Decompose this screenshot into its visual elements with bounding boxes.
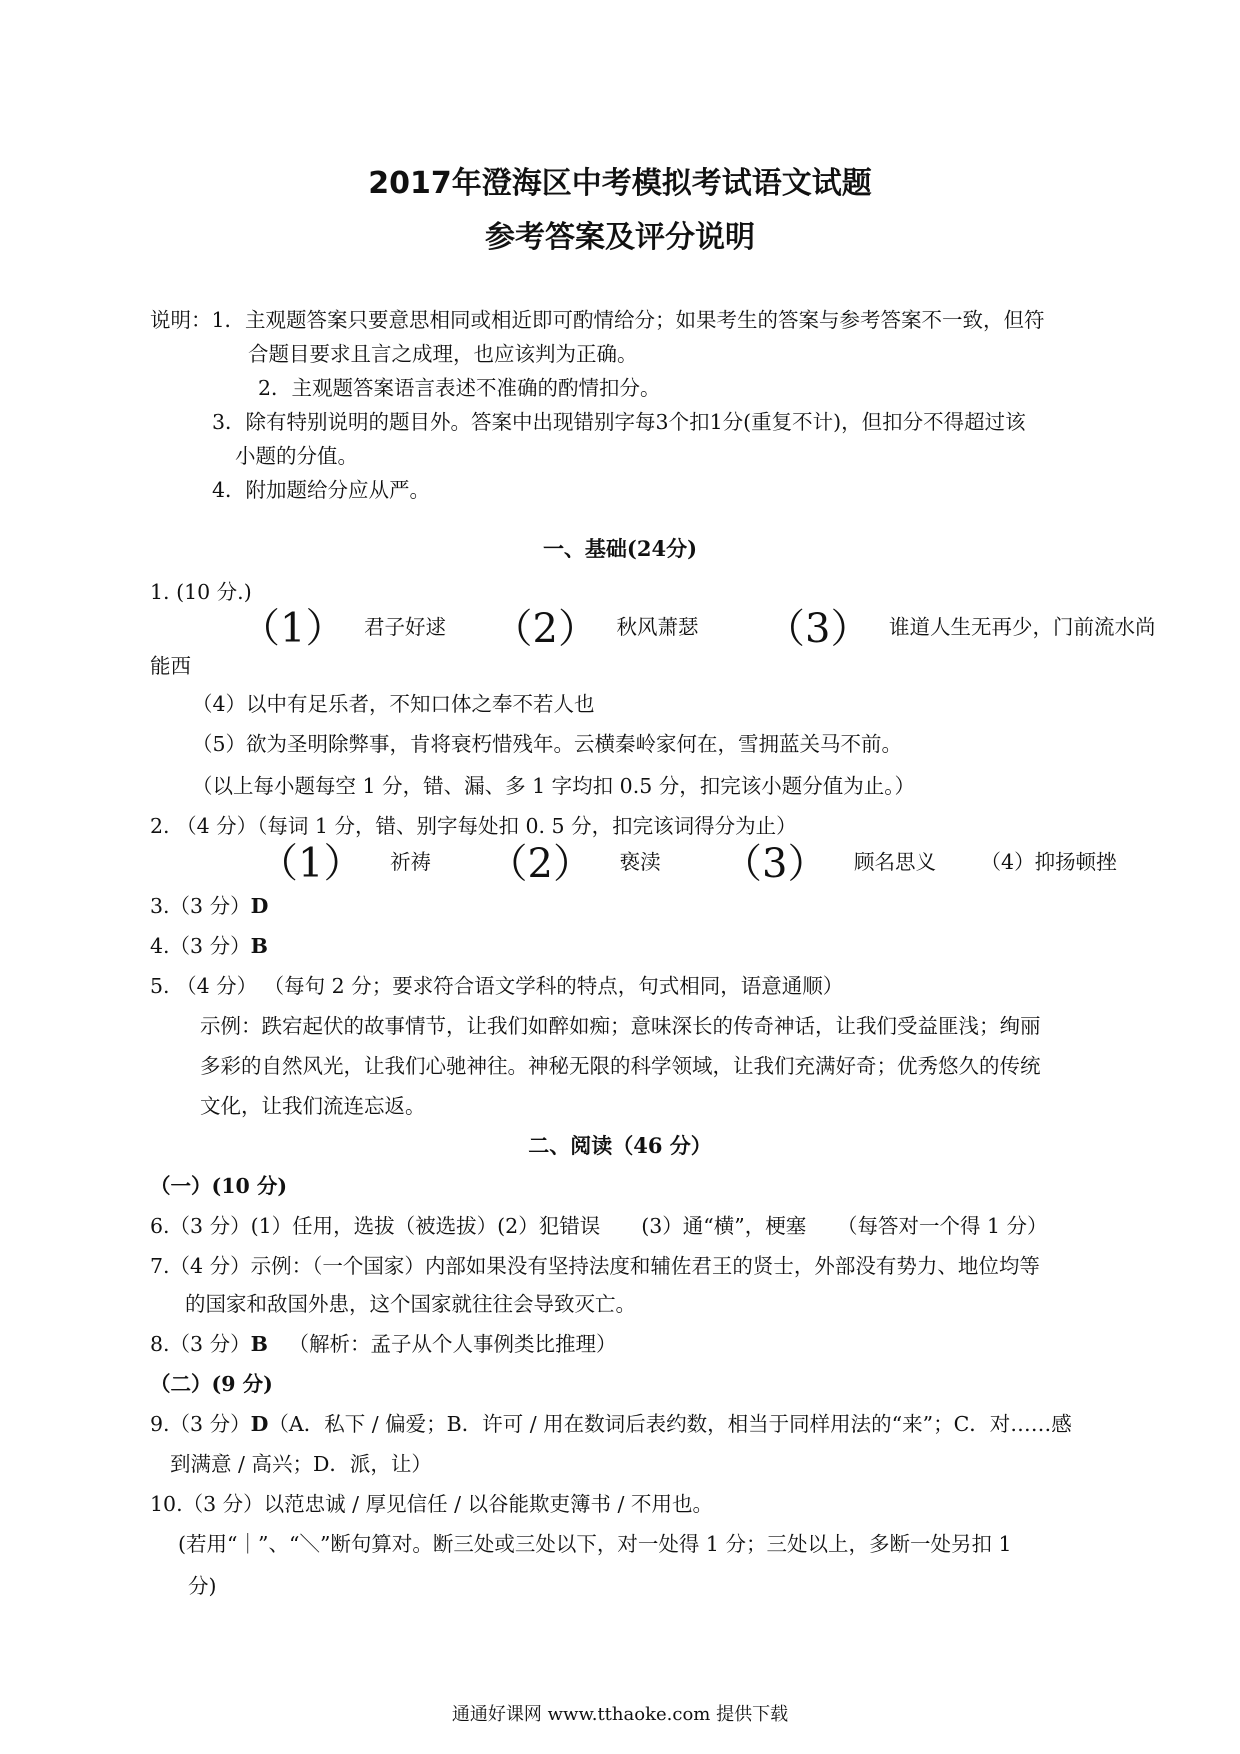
section-heading-reading: 二、阅读（46 分）	[528, 1133, 712, 1158]
answer-number: （1）	[258, 840, 364, 887]
question-9-line-1	[150, 1410, 1072, 1438]
question-5-example-line-3: 文化，让我们流连忘返。	[200, 1094, 426, 1118]
question-5-example-line-2: 多彩的自然风光，让我们心驰神往。神秘无限的科学领域，让我们充满好奇；优秀悠久的传统	[200, 1054, 1041, 1078]
question-8-heading: 8.（3 分）	[150, 1332, 251, 1356]
question-10-line-1: 10.（3 分）以范忠诚 / 厚见信任 / 以谷能欺吏簿书 / 不用也。	[150, 1492, 713, 1516]
note-line-2: 合题目要求且言之成理，也应该判为正确。	[248, 342, 638, 366]
question-7-line-1: 7.（4 分）示例：（一个国家）内部如果没有坚持法度和辅佐君王的贤士，外部没有势力、地位均等	[150, 1254, 1040, 1278]
answer-number: （3）	[722, 840, 828, 887]
answer-number: （2）	[492, 605, 598, 652]
footer-source: 通通好课网 www.tthaoke.com 提供下载	[451, 1704, 789, 1725]
section-heading-basics: 一、基础(24分)	[542, 536, 698, 561]
answer-text: （4）抑扬顿挫	[980, 850, 1117, 874]
answer-text: 顾名思义	[854, 850, 937, 874]
answer-text: 君子好逑	[363, 615, 446, 639]
question-9-answer: D	[250, 1412, 269, 1436]
question-3-answer: D	[250, 894, 269, 918]
question-5-heading: 5. （4 分） （每句 2 分；要求符合语文学科的特点，句式相同，语意通顺）	[150, 974, 844, 998]
question-10-line-2: (若用“｜”、“＼”断句算对。断三处或三处以下，对一处得 1 分；三处以上，多断一处另扣 1	[178, 1532, 1012, 1556]
question-1-heading: 1. (10 分.)	[150, 580, 252, 604]
question-1-answers-row	[240, 603, 1156, 653]
question-10-line-3: 分)	[188, 1574, 217, 1598]
answer-number: （1）	[240, 605, 346, 652]
question-4	[150, 932, 268, 960]
note-line-5: 小题的分值。	[235, 444, 358, 468]
answer-number: （2）	[487, 840, 593, 887]
page-subtitle: 参考答案及评分说明	[485, 220, 755, 255]
question-8	[150, 1330, 616, 1358]
note-line-4: 3．除有特别说明的题目外。答案中出现错别字每3个扣1分(重复不计)，但扣分不得超过该	[212, 410, 1026, 434]
page-title: 2017年澄海区中考模拟考试语文试题	[368, 166, 872, 201]
question-9-heading: 9.（3 分）	[150, 1412, 251, 1436]
question-1-answer-5: （5）欲为圣明除弊事，肯将衰朽惜残年。云横秦岭家何在，雪拥蓝关马不前。	[192, 732, 903, 756]
question-4-answer: B	[250, 934, 268, 958]
answer-text: 秋风萧瑟	[616, 615, 699, 639]
question-2-answers-row	[258, 838, 1117, 888]
question-8-explanation: （解析：孟子从个人事例类比推理）	[288, 1332, 617, 1356]
question-8-answer: B	[250, 1332, 268, 1356]
question-3	[150, 892, 268, 920]
question-1-answer-3-continued: 能西	[150, 654, 191, 678]
question-9-line-2: 到满意 / 高兴；D．派，让）	[170, 1452, 432, 1476]
question-7-line-2: 的国家和敌国外患，这个国家就往往会导致灭亡。	[185, 1292, 636, 1316]
note-line-1: 说明：1．主观题答案只要意思相同或相近即可酌情给分；如果考生的答案与参考答案不一致，但符	[150, 308, 1045, 332]
answer-text: 祈祷	[389, 850, 431, 874]
question-2-heading: 2. （4 分）（每词 1 分，错、别字每处扣 0. 5 分，扣完该词得分为止）	[150, 814, 797, 838]
question-9-explanation: （A．私下 / 偏爱；B．许可 / 用在数词后表约数，相当于同样用法的“来”；C．对……感	[268, 1412, 1072, 1436]
question-4-heading: 4.（3 分）	[150, 934, 251, 958]
part-1-heading: （一）(10 分)	[150, 1174, 288, 1198]
question-3-heading: 3.（3 分）	[150, 894, 251, 918]
question-1-scoring-note: （以上每小题每空 1 分，错、漏、多 1 字均扣 0.5 分，扣完该小题分值为止。）	[192, 774, 916, 798]
answer-text: 谁道人生无再少，门前流水尚	[889, 615, 1156, 639]
answer-number: （3）	[765, 605, 871, 652]
question-1-answer-4: （4）以中有足乐者，不知口体之奉不若人也	[192, 692, 595, 716]
part-2-heading: （二）(9 分)	[150, 1372, 273, 1396]
question-6: 6.（3 分）(1）任用，选拔（被选拔）(2）犯错误 (3）通“横”，梗塞 （每答对一个得 1 分）	[150, 1214, 1048, 1238]
answer-text: 亵渎	[619, 850, 661, 874]
note-line-6: 4．附加题给分应从严。	[212, 478, 431, 502]
question-5-example-line-1: 示例：跌宕起伏的故事情节，让我们如醉如痴；意味深长的传奇神话，让我们受益匪浅；绚丽	[200, 1014, 1041, 1038]
note-line-3: 2．主观题答案语言表述不准确的酌情扣分。	[258, 376, 661, 400]
